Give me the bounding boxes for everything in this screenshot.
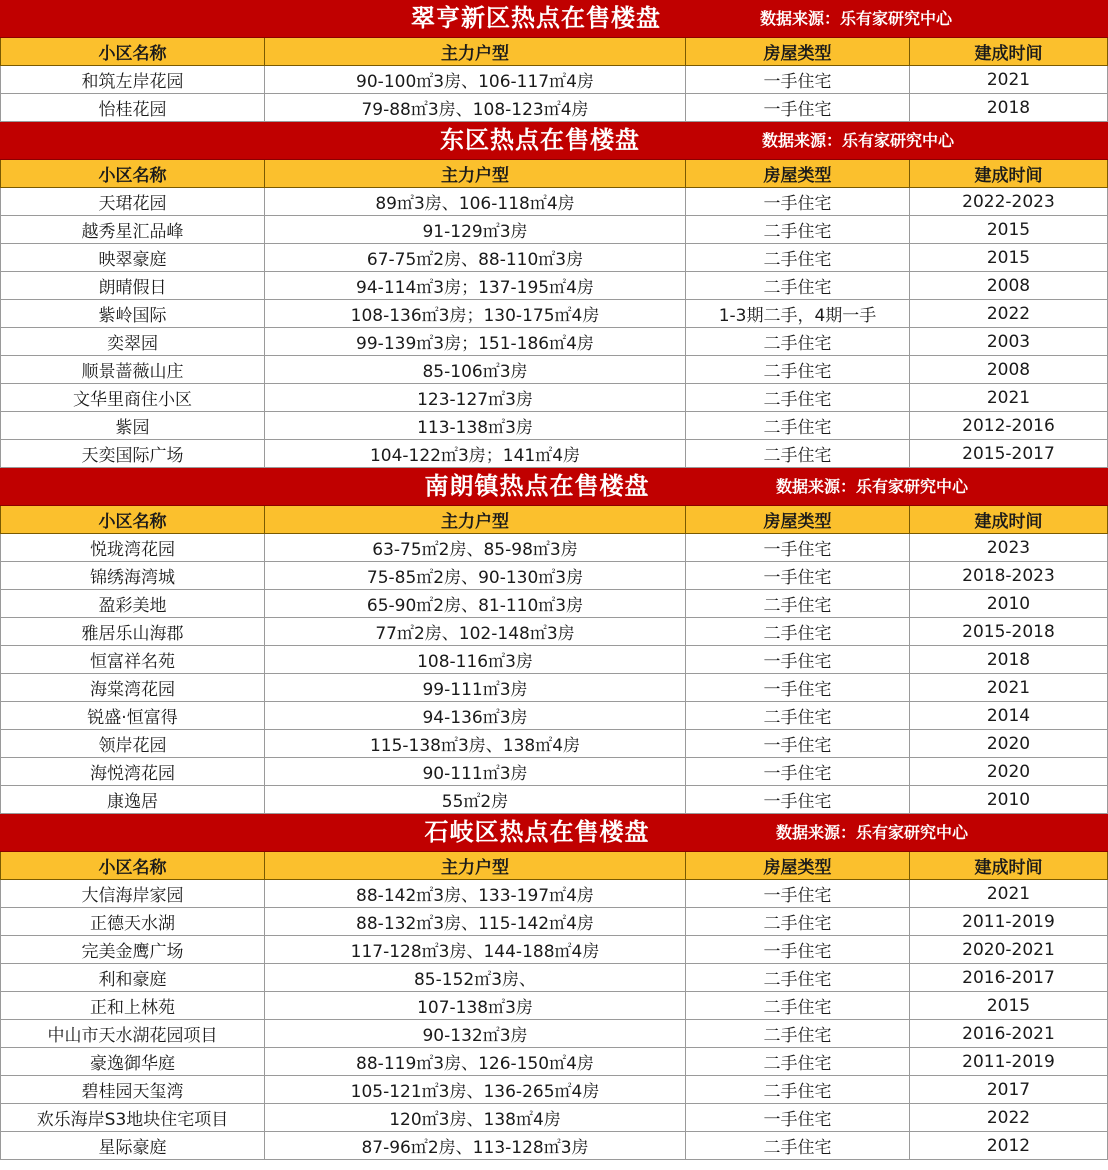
cell-build-year: 2014 <box>910 702 1108 729</box>
table-row <box>0 1132 1108 1160</box>
table-row <box>0 964 1108 992</box>
cell-build-year: 2018-2023 <box>910 562 1108 589</box>
data-source-note: 数据来源：乐有家研究中心 <box>776 477 969 496</box>
table-row <box>0 730 1108 758</box>
cell-main-layout: 120㎡3房、138㎡4房 <box>265 1104 686 1131</box>
district-section <box>0 814 1108 1160</box>
table-row <box>0 1076 1108 1104</box>
header-main-layout: 主力户型 <box>265 160 686 187</box>
cell-main-layout: 63-75㎡2房、85-98㎡3房 <box>265 534 686 561</box>
table-row <box>0 702 1108 730</box>
cell-build-year: 2021 <box>910 66 1108 93</box>
cell-build-year: 2016-2021 <box>910 1020 1108 1047</box>
cell-housing-type: 二手住宅 <box>686 328 910 355</box>
cell-build-year: 2022-2023 <box>910 188 1108 215</box>
cell-community-name: 康逸居 <box>0 786 265 813</box>
cell-main-layout: 85-152㎡3房、 <box>265 964 686 991</box>
cell-housing-type: 一手住宅 <box>686 880 910 907</box>
header-community-name: 小区名称 <box>0 160 265 187</box>
header-main-layout: 主力户型 <box>265 852 686 879</box>
header-housing-type: 房屋类型 <box>686 160 910 187</box>
cell-housing-type: 一手住宅 <box>686 534 910 561</box>
cell-build-year: 2015-2017 <box>910 440 1108 467</box>
header-build-year: 建成时间 <box>910 160 1108 187</box>
cell-main-layout: 88-132㎡3房、115-142㎡4房 <box>265 908 686 935</box>
cell-housing-type: 二手住宅 <box>686 384 910 411</box>
cell-build-year: 2015-2018 <box>910 618 1108 645</box>
section-title-bar <box>0 122 1108 160</box>
cell-build-year: 2018 <box>910 646 1108 673</box>
cell-housing-type: 一手住宅 <box>686 646 910 673</box>
data-source-note: 数据来源：乐有家研究中心 <box>776 823 969 842</box>
cell-main-layout: 87-96㎡2房、113-128㎡3房 <box>265 1132 686 1159</box>
cell-build-year: 2015 <box>910 216 1108 243</box>
table-row <box>0 674 1108 702</box>
cell-community-name: 中山市天水湖花园项目 <box>0 1020 265 1047</box>
cell-main-layout: 108-136㎡3房；130-175㎡4房 <box>265 300 686 327</box>
district-section <box>0 468 1108 814</box>
cell-housing-type: 一手住宅 <box>686 758 910 785</box>
cell-main-layout: 99-111㎡3房 <box>265 674 686 701</box>
table-row <box>0 440 1108 468</box>
cell-community-name: 雅居乐山海郡 <box>0 618 265 645</box>
header-build-year: 建成时间 <box>910 38 1108 65</box>
table-row <box>0 786 1108 814</box>
cell-community-name: 怡桂花园 <box>0 94 265 121</box>
table-row <box>0 1104 1108 1132</box>
cell-community-name: 奕翠园 <box>0 328 265 355</box>
cell-build-year: 2020 <box>910 730 1108 757</box>
table-header <box>0 852 1108 880</box>
cell-build-year: 2010 <box>910 590 1108 617</box>
table-header <box>0 506 1108 534</box>
cell-community-name: 越秀星汇品峰 <box>0 216 265 243</box>
cell-build-year: 2003 <box>910 328 1108 355</box>
section-title-bar <box>0 814 1108 852</box>
header-housing-type: 房屋类型 <box>686 38 910 65</box>
cell-build-year: 2022 <box>910 300 1108 327</box>
cell-build-year: 2020 <box>910 758 1108 785</box>
cell-build-year: 2023 <box>910 534 1108 561</box>
table-row <box>0 534 1108 562</box>
cell-community-name: 领岸花园 <box>0 730 265 757</box>
table-row <box>0 384 1108 412</box>
header-housing-type: 房屋类型 <box>686 852 910 879</box>
cell-housing-type: 二手住宅 <box>686 272 910 299</box>
cell-housing-type: 二手住宅 <box>686 244 910 271</box>
section-title: 东区热点在售楼盘 <box>440 126 640 154</box>
cell-community-name: 海棠湾花园 <box>0 674 265 701</box>
cell-main-layout: 117-128㎡3房、144-188㎡4房 <box>265 936 686 963</box>
table-row <box>0 758 1108 786</box>
table-row <box>0 412 1108 440</box>
table-row <box>0 992 1108 1020</box>
cell-main-layout: 107-138㎡3房 <box>265 992 686 1019</box>
cell-community-name: 悦珑湾花园 <box>0 534 265 561</box>
cell-community-name: 锐盛·恒富得 <box>0 702 265 729</box>
cell-main-layout: 77㎡2房、102-148㎡3房 <box>265 618 686 645</box>
cell-housing-type: 一手住宅 <box>686 562 910 589</box>
cell-main-layout: 108-116㎡3房 <box>265 646 686 673</box>
cell-main-layout: 90-100㎡3房、106-117㎡4房 <box>265 66 686 93</box>
cell-build-year: 2020-2021 <box>910 936 1108 963</box>
header-build-year: 建成时间 <box>910 506 1108 533</box>
cell-community-name: 朗晴假日 <box>0 272 265 299</box>
cell-community-name: 盈彩美地 <box>0 590 265 617</box>
cell-housing-type: 一手住宅 <box>686 936 910 963</box>
header-main-layout: 主力户型 <box>265 506 686 533</box>
cell-housing-type: 二手住宅 <box>686 1076 910 1103</box>
cell-community-name: 文华里商住小区 <box>0 384 265 411</box>
cell-build-year: 2008 <box>910 272 1108 299</box>
cell-community-name: 正德天水湖 <box>0 908 265 935</box>
cell-main-layout: 88-119㎡3房、126-150㎡4房 <box>265 1048 686 1075</box>
cell-build-year: 2018 <box>910 94 1108 121</box>
cell-community-name: 映翠豪庭 <box>0 244 265 271</box>
cell-main-layout: 91-129㎡3房 <box>265 216 686 243</box>
cell-main-layout: 90-132㎡3房 <box>265 1020 686 1047</box>
cell-housing-type: 一手住宅 <box>686 94 910 121</box>
cell-main-layout: 65-90㎡2房、81-110㎡3房 <box>265 590 686 617</box>
cell-housing-type: 二手住宅 <box>686 702 910 729</box>
cell-community-name: 星际豪庭 <box>0 1132 265 1159</box>
cell-housing-type: 一手住宅 <box>686 730 910 757</box>
table-row <box>0 908 1108 936</box>
cell-build-year: 2010 <box>910 786 1108 813</box>
cell-main-layout: 99-139㎡3房；151-186㎡4房 <box>265 328 686 355</box>
table-row <box>0 356 1108 384</box>
table-row <box>0 618 1108 646</box>
header-housing-type: 房屋类型 <box>686 506 910 533</box>
cell-main-layout: 104-122㎡3房；141㎡4房 <box>265 440 686 467</box>
district-section <box>0 0 1108 122</box>
cell-community-name: 天珺花园 <box>0 188 265 215</box>
cell-community-name: 欢乐海岸S3地块住宅项目 <box>0 1104 265 1131</box>
cell-housing-type: 二手住宅 <box>686 992 910 1019</box>
district-section <box>0 122 1108 468</box>
cell-housing-type: 二手住宅 <box>686 412 910 439</box>
cell-build-year: 2011-2019 <box>910 1048 1108 1075</box>
header-build-year: 建成时间 <box>910 852 1108 879</box>
table-row <box>0 1020 1108 1048</box>
cell-housing-type: 1-3期二手，4期一手 <box>686 300 910 327</box>
cell-main-layout: 123-127㎡3房 <box>265 384 686 411</box>
cell-community-name: 碧桂园天玺湾 <box>0 1076 265 1103</box>
cell-housing-type: 一手住宅 <box>686 786 910 813</box>
cell-housing-type: 一手住宅 <box>686 1104 910 1131</box>
table-row <box>0 590 1108 618</box>
cell-build-year: 2021 <box>910 384 1108 411</box>
cell-main-layout: 75-85㎡2房、90-130㎡3房 <box>265 562 686 589</box>
cell-community-name: 正和上林苑 <box>0 992 265 1019</box>
cell-main-layout: 105-121㎡3房、136-265㎡4房 <box>265 1076 686 1103</box>
cell-main-layout: 115-138㎡3房、138㎡4房 <box>265 730 686 757</box>
cell-housing-type: 二手住宅 <box>686 1020 910 1047</box>
header-main-layout: 主力户型 <box>265 38 686 65</box>
cell-main-layout: 67-75㎡2房、88-110㎡3房 <box>265 244 686 271</box>
section-title: 翠亨新区热点在售楼盘 <box>411 4 661 32</box>
cell-housing-type: 二手住宅 <box>686 618 910 645</box>
cell-build-year: 2008 <box>910 356 1108 383</box>
header-community-name: 小区名称 <box>0 852 265 879</box>
cell-build-year: 2012-2016 <box>910 412 1108 439</box>
table-row <box>0 94 1108 122</box>
table-row <box>0 216 1108 244</box>
cell-community-name: 紫园 <box>0 412 265 439</box>
cell-community-name: 恒富祥名苑 <box>0 646 265 673</box>
cell-community-name: 顺景蔷薇山庄 <box>0 356 265 383</box>
cell-community-name: 天奕国际广场 <box>0 440 265 467</box>
section-title: 南朗镇热点在售楼盘 <box>424 472 650 500</box>
cell-build-year: 2021 <box>910 674 1108 701</box>
cell-housing-type: 一手住宅 <box>686 188 910 215</box>
table-row <box>0 300 1108 328</box>
cell-main-layout: 55㎡2房 <box>265 786 686 813</box>
header-community-name: 小区名称 <box>0 506 265 533</box>
cell-community-name: 豪逸御华庭 <box>0 1048 265 1075</box>
cell-build-year: 2017 <box>910 1076 1108 1103</box>
header-community-name: 小区名称 <box>0 38 265 65</box>
table-row <box>0 562 1108 590</box>
data-source-note: 数据来源：乐有家研究中心 <box>762 131 955 150</box>
cell-build-year: 2016-2017 <box>910 964 1108 991</box>
table-header <box>0 38 1108 66</box>
table-row <box>0 328 1108 356</box>
cell-housing-type: 二手住宅 <box>686 1048 910 1075</box>
table-row <box>0 646 1108 674</box>
cell-community-name: 锦绣海湾城 <box>0 562 265 589</box>
table-row <box>0 880 1108 908</box>
cell-community-name: 大信海岸家园 <box>0 880 265 907</box>
table-row <box>0 244 1108 272</box>
table-row <box>0 272 1108 300</box>
cell-community-name: 紫岭国际 <box>0 300 265 327</box>
cell-community-name: 利和豪庭 <box>0 964 265 991</box>
cell-housing-type: 一手住宅 <box>686 66 910 93</box>
cell-housing-type: 二手住宅 <box>686 590 910 617</box>
cell-build-year: 2015 <box>910 244 1108 271</box>
cell-housing-type: 二手住宅 <box>686 1132 910 1159</box>
cell-build-year: 2011-2019 <box>910 908 1108 935</box>
table-row <box>0 188 1108 216</box>
cell-main-layout: 79-88㎡3房、108-123㎡4房 <box>265 94 686 121</box>
cell-housing-type: 二手住宅 <box>686 908 910 935</box>
cell-community-name: 和筑左岸花园 <box>0 66 265 93</box>
cell-housing-type: 二手住宅 <box>686 216 910 243</box>
table-row <box>0 936 1108 964</box>
cell-build-year: 2015 <box>910 992 1108 1019</box>
cell-main-layout: 90-111㎡3房 <box>265 758 686 785</box>
section-title-bar <box>0 0 1108 38</box>
cell-main-layout: 85-106㎡3房 <box>265 356 686 383</box>
table-row <box>0 1048 1108 1076</box>
cell-build-year: 2022 <box>910 1104 1108 1131</box>
cell-main-layout: 89㎡3房、106-118㎡4房 <box>265 188 686 215</box>
cell-main-layout: 113-138㎡3房 <box>265 412 686 439</box>
cell-build-year: 2021 <box>910 880 1108 907</box>
cell-housing-type: 二手住宅 <box>686 964 910 991</box>
cell-community-name: 完美金鹰广场 <box>0 936 265 963</box>
section-title: 石岐区热点在售楼盘 <box>424 818 650 846</box>
section-title-bar <box>0 468 1108 506</box>
cell-housing-type: 二手住宅 <box>686 356 910 383</box>
data-source-note: 数据来源：乐有家研究中心 <box>760 9 953 28</box>
cell-housing-type: 二手住宅 <box>686 440 910 467</box>
table-row <box>0 66 1108 94</box>
cell-build-year: 2012 <box>910 1132 1108 1159</box>
cell-main-layout: 88-142㎡3房、133-197㎡4房 <box>265 880 686 907</box>
cell-housing-type: 一手住宅 <box>686 674 910 701</box>
table-header <box>0 160 1108 188</box>
cell-main-layout: 94-114㎡3房；137-195㎡4房 <box>265 272 686 299</box>
cell-community-name: 海悦湾花园 <box>0 758 265 785</box>
cell-main-layout: 94-136㎡3房 <box>265 702 686 729</box>
